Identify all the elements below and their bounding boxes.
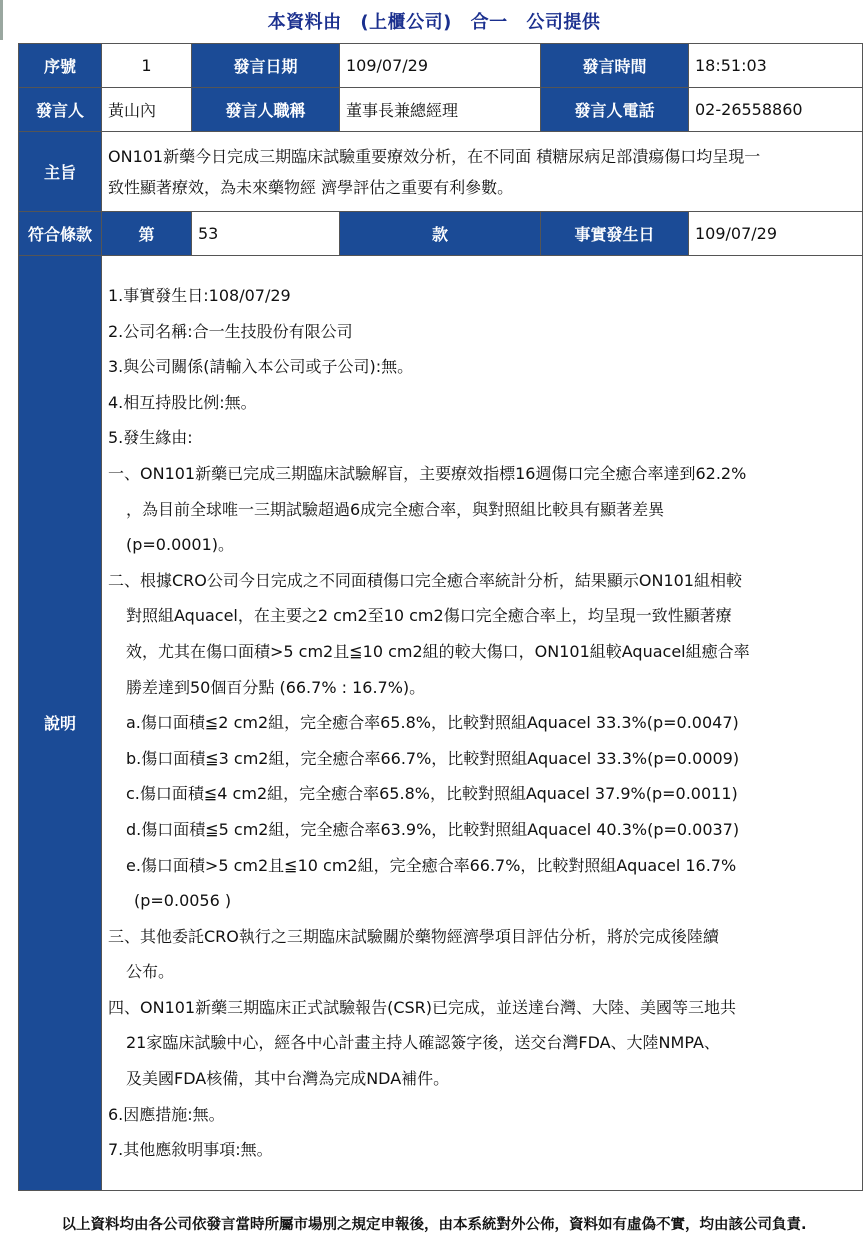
subject-value xyxy=(102,132,863,212)
desc-line: 21家臨床試驗中心，經各中心計畫主持人確認簽字後，送交台灣FDA、大陸NMPA、 xyxy=(126,1033,720,1053)
table-row xyxy=(19,256,863,1191)
desc-line: 及美國FDA核備，其中台灣為完成NDA補件。 xyxy=(126,1069,450,1089)
desc-line: 三、其他委託CRO執行之三期臨床試驗關於藥物經濟學項目評估分析，將於完成後陸續 xyxy=(108,926,719,946)
clause-di: 第 xyxy=(102,212,192,256)
phone-value: 02-26558860 xyxy=(689,88,863,132)
description-label: 說明 xyxy=(19,256,102,1191)
desc-line: b.傷口面積≦3 cm2組，完全癒合率66.7%，比較對照組Aquacel 33.3%(p=0.0009) xyxy=(126,748,740,768)
description-body xyxy=(102,256,863,1191)
desc-line: e.傷口面積>5 cm2且≦10 cm2組，完全癒合率66.7%，比較對照組Aquacel 16.7% xyxy=(126,855,737,875)
subject-line: 致性顯著療效，為未來藥物經 濟學評估之重要有利參數。 xyxy=(108,177,514,197)
page-title xyxy=(0,8,868,34)
title-prefix: 本資料由 xyxy=(267,12,342,33)
table-row xyxy=(19,212,863,256)
desc-line: 勝差達到50個百分點 (66.7% : 16.7%)。 xyxy=(126,677,426,697)
event-date-label: 事實發生日 xyxy=(541,212,689,256)
subject-line: ON101新藥今日完成三期臨床試驗重要療效分析，在不同面 積糖尿病足部潰瘍傷口均呈現一 xyxy=(108,146,761,166)
date-label: 發言日期 xyxy=(192,44,340,88)
time-label: 發言時間 xyxy=(541,44,689,88)
speaker-label: 發言人 xyxy=(19,88,102,132)
table-row xyxy=(19,44,863,88)
desc-line: ，為目前全球唯一三期試驗超過6成完全癒合率，與對照組比較具有顯著差異 xyxy=(126,499,665,519)
table-row xyxy=(19,88,863,132)
title-market: (上櫃公司) xyxy=(360,12,452,33)
desc-line: 4.相互持股比例:無。 xyxy=(108,392,257,412)
table-row xyxy=(19,132,863,212)
title-company: 合一 xyxy=(470,12,508,33)
desc-line: d.傷口面積≦5 cm2組，完全癒合率63.9%，比較對照組Aquacel 40.3%(p=0.0037) xyxy=(126,819,740,839)
desc-line: 7.其他應敘明事項:無。 xyxy=(108,1140,273,1160)
speaker-value: 黃山內 xyxy=(102,88,192,132)
seq-label: 序號 xyxy=(19,44,102,88)
desc-line: (p=0.0056 ) xyxy=(134,891,232,911)
position-label: 發言人職稱 xyxy=(192,88,340,132)
phone-label: 發言人電話 xyxy=(541,88,689,132)
date-value: 109/07/29 xyxy=(340,44,541,88)
clause-kuan: 款 xyxy=(340,212,541,256)
event-date-value: 109/07/29 xyxy=(689,212,863,256)
desc-line: 2.公司名稱:合一生技股份有限公司 xyxy=(108,321,353,341)
desc-line: a.傷口面積≦2 cm2組，完全癒合率65.8%，比較對照組Aquacel 33.3%(p=0.0047) xyxy=(126,713,739,733)
title-suffix: 公司提供 xyxy=(526,12,601,33)
desc-line: c.傷口面積≦4 cm2組，完全癒合率65.8%，比較對照組Aquacel 37.9%(p=0.0011) xyxy=(126,784,738,804)
desc-line: 效，尤其在傷口面積>5 cm2且≦10 cm2組的較大傷口，ON101組較Aquacel組癒合率 xyxy=(126,641,750,661)
desc-line: 二、根據CRO公司今日完成之不同面積傷口完全癒合率統計分析，結果顯示ON101組相較 xyxy=(108,570,742,590)
clause-number: 53 xyxy=(192,212,340,256)
desc-line: 5.發生緣由: xyxy=(108,428,193,448)
desc-line: 公布。 xyxy=(126,962,175,982)
desc-line: 四、ON101新藥三期臨床正式試驗報告(CSR)已完成，並送達台灣、大陸、美國等三地共 xyxy=(108,997,737,1017)
position-value: 董事長兼總經理 xyxy=(340,88,541,132)
announcement-table xyxy=(18,43,863,1191)
desc-line: 一、ON101新藥已完成三期臨床試驗解盲，主要療效指標16週傷口完全癒合率達到62.2% xyxy=(108,463,747,483)
seq-value: 1 xyxy=(102,44,192,88)
desc-line: 1.事實發生日:108/07/29 xyxy=(108,286,291,305)
clause-label: 符合條款 xyxy=(19,212,102,256)
desc-line: (p=0.0001)。 xyxy=(126,535,235,555)
desc-line: 3.與公司關係(請輸入本公司或子公司):無。 xyxy=(108,357,414,377)
disclaimer-footer: 以上資料均由各公司依發言當時所屬市場別之規定申報後，由本系統對外公佈，資料如有虛偽不實，均由該公司負責. xyxy=(61,1217,807,1233)
desc-line: 6.因應措施:無。 xyxy=(108,1104,225,1124)
desc-line: 對照組Aquacel，在主要之2 cm2至10 cm2傷口完全癒合率上，均呈現一致性顯著療 xyxy=(126,606,732,626)
subject-label: 主旨 xyxy=(19,132,102,212)
time-value: 18:51:03 xyxy=(689,44,863,88)
